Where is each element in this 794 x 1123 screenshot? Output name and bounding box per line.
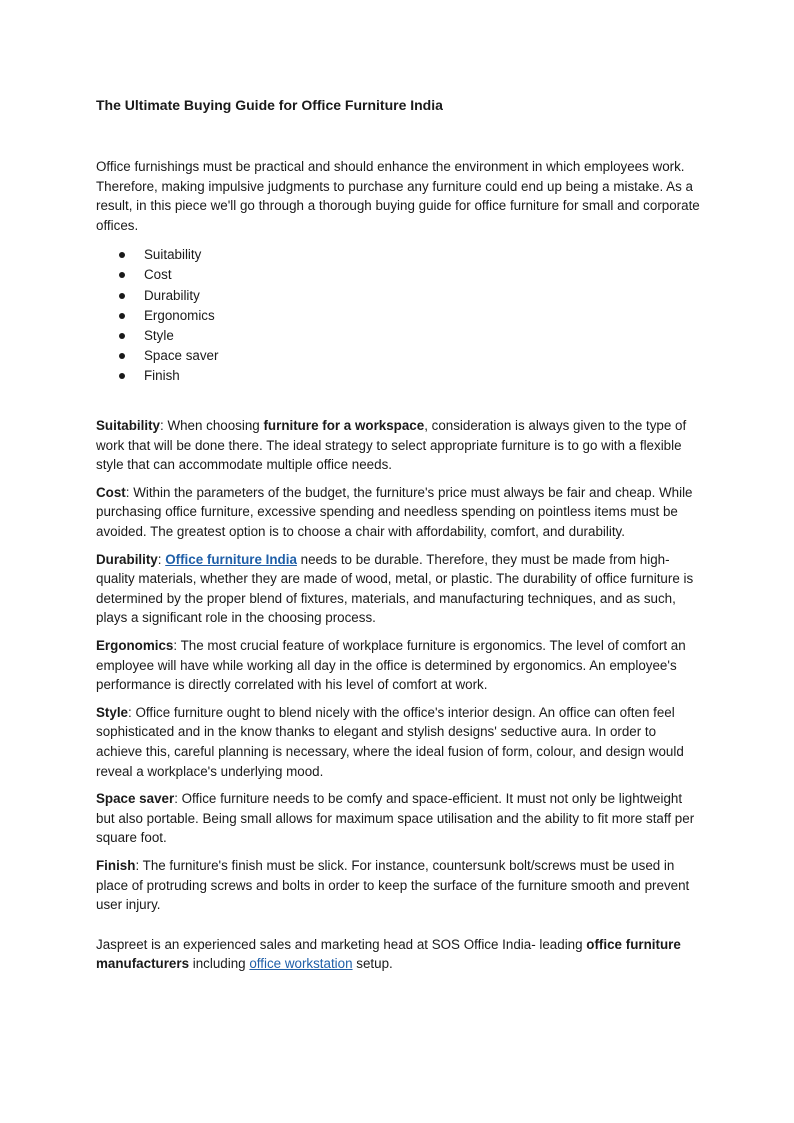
list-item: Durability (96, 286, 702, 306)
bullet-icon (119, 293, 125, 299)
author-bio: Jaspreet is an experienced sales and marketing head at SOS Office India- leading office furniture manufacturers including office workstation setup. (96, 936, 681, 972)
section-finish: Finish: The furniture's finish must be slick. For instance, countersunk bolt/screws must be used in place of protruding screws and bolts in order to keep the surface of the furniture smooth and prevent user injury. (96, 857, 690, 913)
section-term: Finish (96, 857, 136, 873)
list-item: Suitability (96, 245, 702, 265)
bullet-icon (119, 252, 125, 258)
bullet-icon (119, 272, 125, 278)
section-term: Durability (96, 551, 158, 567)
section-term: Space saver (96, 791, 175, 807)
emphasis-text: office furniture manufacturers (96, 936, 681, 972)
section-term: Cost (96, 484, 126, 500)
bullet-icon (119, 353, 125, 359)
page-title: The Ultimate Buying Guide for Office Furniture India (96, 97, 443, 113)
bullet-icon (119, 333, 125, 339)
document-page (96, 96, 702, 982)
section-term: Suitability (96, 418, 160, 434)
bullet-icon (119, 373, 125, 379)
emphasis-text: furniture for a workspace (263, 418, 425, 434)
section-durability: Durability: Office furniture India needs to be durable. Therefore, they must be made from high-quality materials, whether they are made of wood, metal, or plastic. The durability of office furniture is determined by the proper blend of fixtures, materials, and manufacturing techniques, and as such, plays a significant role in the choosing process. (96, 551, 694, 626)
list-item: Style (96, 326, 702, 346)
list-item: Ergonomics (96, 306, 702, 326)
section-ergonomics: Ergonomics: The most crucial feature of workplace furniture is ergonomics. The level of comfort an employee will have while working all day in the office is determined by ergonomics. An employee's performance is directly correlated with his level of comfort at work. (96, 637, 686, 693)
section-style: Style: Office furniture ought to blend nicely with the office's interior design. An office can often feel sophisticated and in the know thanks to elegant and stylish designs' seductive aura. In order to achieve this, careful planning is necessary, where the ideal fusion of form, colour, and design would reveal a workplace's underlying mood. (96, 704, 684, 779)
list-item: Space saver (96, 346, 702, 366)
section-term: Ergonomics (96, 637, 174, 653)
section-term: Style (96, 704, 129, 720)
topic-list (96, 245, 702, 386)
section-space-saver: Space saver: Office furniture needs to be comfy and space-efficient. It must not only be lightweight but also portable. Being small allows for maximum space utilisation and the ability to fit more staff per square foot. (96, 791, 695, 846)
section-cost: Cost: Within the parameters of the budget, the furniture's price must always be fair and cheap. While purchasing office furniture, excessive spending and needless spending on pointless items must be avoided. The greatest option is to choose a chair with affordability, comfort, and durability. (96, 484, 693, 539)
bullet-icon (119, 313, 125, 319)
list-item: Finish (96, 366, 702, 386)
intro-paragraph: Office furnishings must be practical and should enhance the environment in which employees work. Therefore, making impulsive judgments to purchase any furniture could end up being a mistake. As a result, in this piece we'll go through a thorough buying guide for office furniture for small and corporate offices. (96, 159, 700, 233)
section-suitability: Suitability: When choosing furniture for a workspace, consideration is always given to the type of work that will be done there. The ideal strategy to select appropriate furniture is to go with a flexible style that can accommodate multiple office needs. (96, 418, 687, 473)
office-furniture-india-link[interactable]: Office furniture India (165, 551, 297, 567)
list-item: Cost (96, 265, 702, 285)
office-workstation-link[interactable]: office workstation (249, 956, 353, 972)
